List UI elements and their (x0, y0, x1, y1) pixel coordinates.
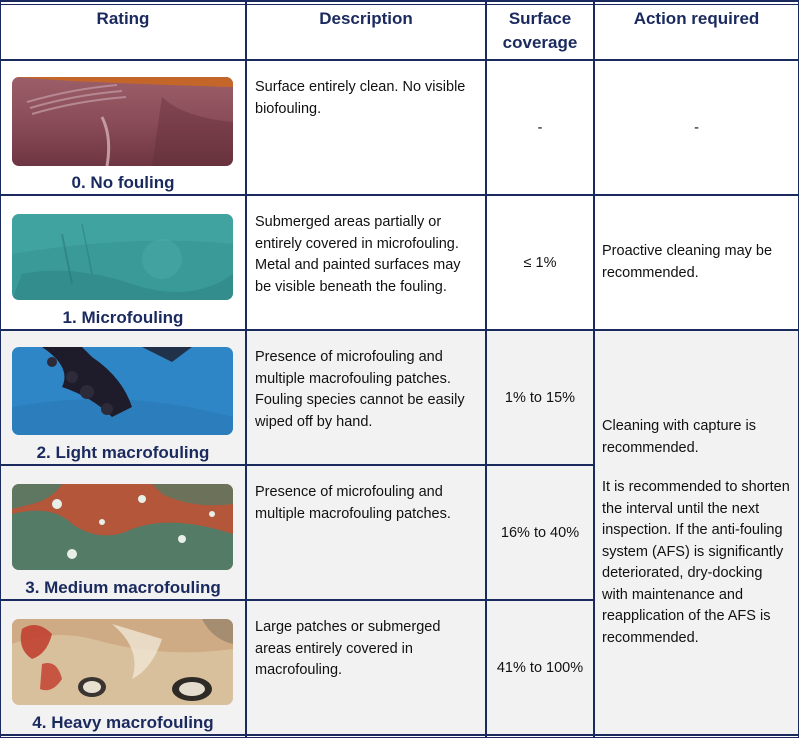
header-divider (0, 59, 799, 61)
table-bottom-inner-border (0, 737, 799, 738)
coverage-value-4: 41% to 100% (496, 659, 584, 676)
header-action-required-label: Action required (633, 9, 760, 28)
table-row-2-rating (0, 330, 246, 465)
light-macrofouling-photo (12, 347, 233, 435)
table-row-3-description: Presence of microfouling and multiple macrofouling patches. (246, 465, 486, 600)
header-surface-coverage (486, 0, 594, 60)
column-divider-1 (245, 0, 247, 738)
action-value-0: - (694, 119, 699, 136)
action-value-1: Proactive cleaning may be recommended. (602, 243, 773, 281)
table-row-1-rating (0, 195, 246, 330)
column-divider-2 (485, 0, 487, 738)
header-description-label: Description (319, 9, 413, 28)
table-row-1-action (594, 195, 799, 330)
table-row-0-description: Surface entirely clean. No visible biofouling. (255, 79, 466, 117)
header-rating (0, 0, 246, 60)
table-left-border (0, 0, 1, 738)
row-divider-2 (0, 329, 799, 331)
table-row-0-rating (0, 60, 246, 195)
microfouling-photo (12, 214, 233, 300)
merged-action-cell (594, 330, 799, 735)
row-divider-4 (0, 599, 594, 601)
rating-label-1: 1. Microfouling (62, 308, 184, 327)
table-top-inner-border (0, 4, 799, 5)
heavy-macrofouling-photo (12, 619, 233, 705)
table-row-0-coverage (486, 60, 594, 195)
action-paragraph-interval: It is recommended to shorten the interval until the next inspection. If the anti-fouling system (AFS) is significantly deteriorated, dry-docking with maintenance and reapplication of the AFS is recommended. (602, 479, 790, 646)
coverage-value-2: 1% to 15% (504, 389, 576, 406)
table-row-4-description: Large patches or submerged areas entirely covered in macrofouling. (246, 600, 486, 735)
column-divider-3 (593, 0, 595, 738)
header-action-required (594, 0, 799, 60)
coverage-value-3: 16% to 40% (500, 524, 580, 541)
table-row-3-coverage (486, 465, 594, 600)
coverage-value-1: ≤ 1% (523, 254, 557, 271)
rating-label-4: 4. Heavy macrofouling (32, 713, 214, 732)
header-rating-label: Rating (96, 9, 150, 28)
header-surface-coverage-label: Surface coverage (502, 9, 578, 52)
action-paragraph-capture: Cleaning with capture is recommended. (602, 418, 756, 456)
header-description (246, 0, 486, 60)
table-row-1-description: Submerged areas partially or entirely covered in microfouling. Metal and painted surfaces may be visible beneath the fouling. (255, 214, 461, 295)
table-row-0-action (594, 60, 799, 195)
rating-label-2: 2. Light macrofouling (36, 443, 210, 462)
table-top-border (0, 0, 799, 2)
row-divider-3 (0, 464, 594, 466)
table-row-4-coverage (486, 600, 594, 735)
clean-hull-photo (12, 77, 233, 166)
table-row-2-description: Presence of microfouling and multiple macrofouling patches. Fouling species cannot be easily wiped off by hand. (246, 330, 486, 465)
medium-macrofouling-photo (12, 484, 233, 570)
table-row-3-rating (0, 465, 246, 600)
table-row-1-coverage (486, 195, 594, 330)
rating-label-3: 3. Medium macrofouling (25, 578, 221, 597)
rating-label-0: 0. No fouling (71, 173, 175, 192)
row-divider-1 (0, 194, 799, 196)
table-row-4-rating (0, 600, 246, 735)
coverage-value-0: - (537, 119, 543, 136)
table-row-2-coverage (486, 330, 594, 465)
table-bottom-border (0, 734, 799, 736)
